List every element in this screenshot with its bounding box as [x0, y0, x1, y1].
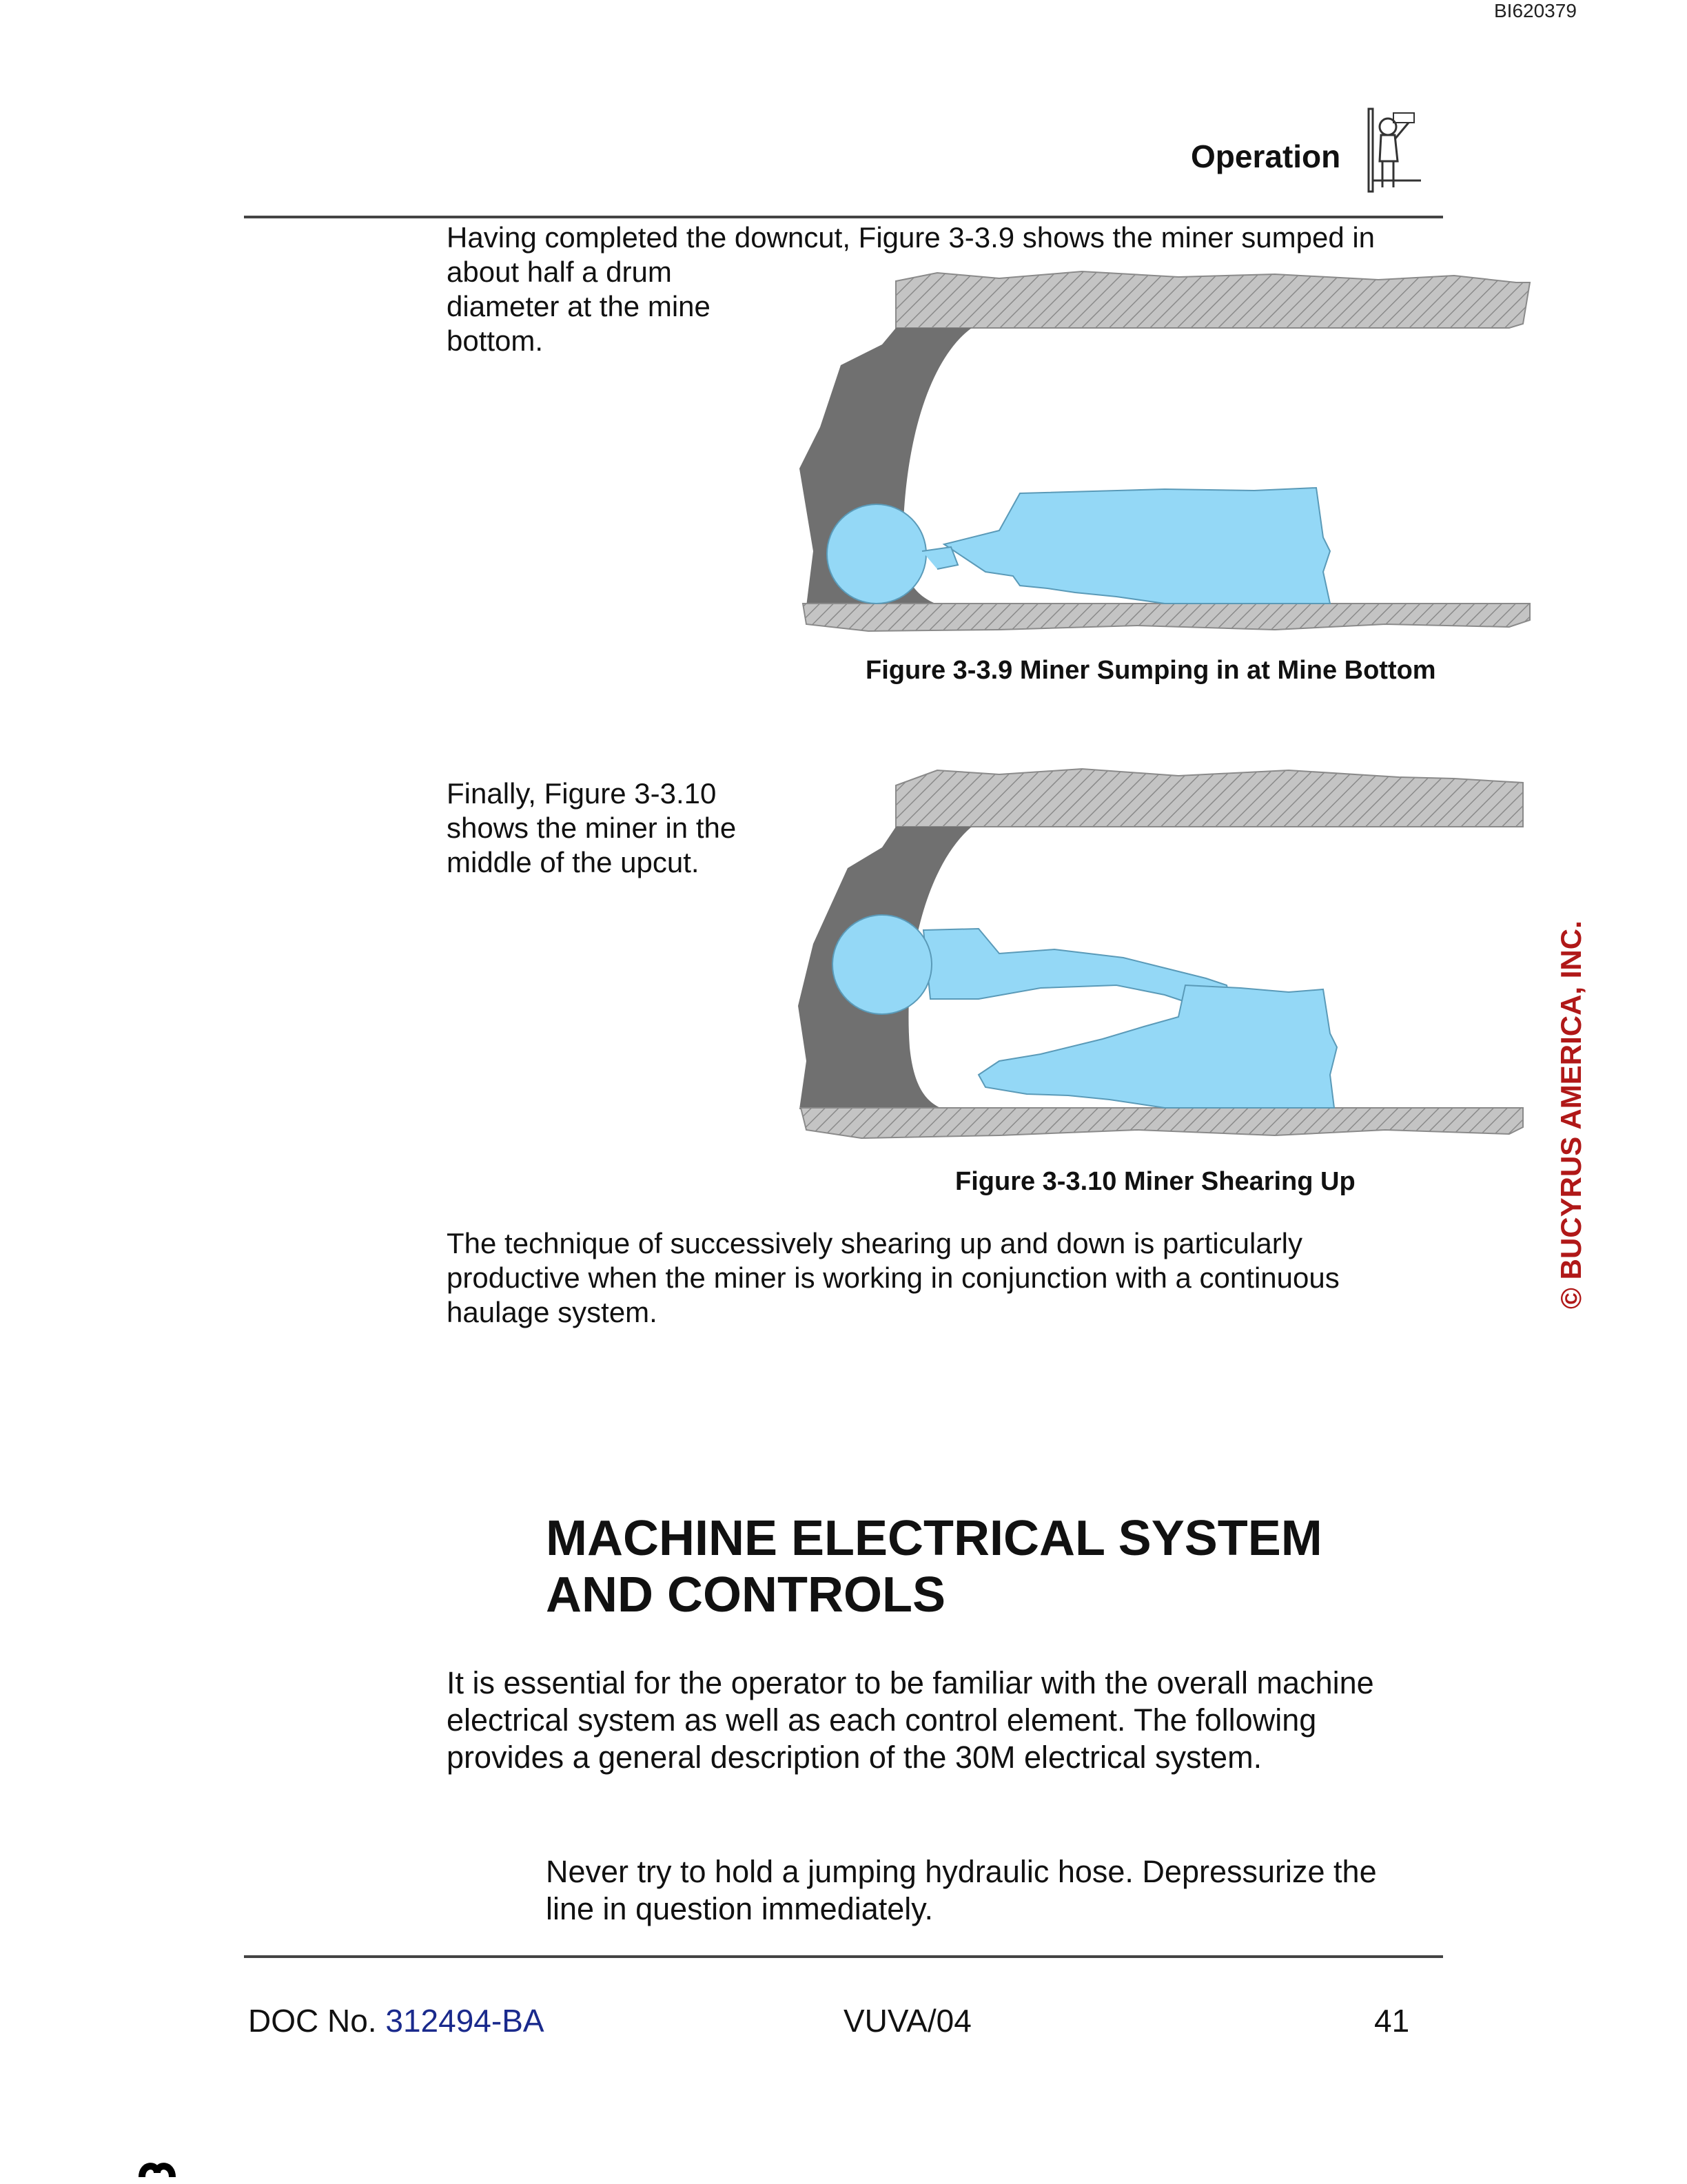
operator-at-control-panel-icon [1367, 106, 1422, 196]
paragraph-electrical-intro: It is essential for the operator to be familiar with the overall machine electrical system as well as each control element. The following provides a general description of the 30M electrical system. [447, 1665, 1374, 1775]
figure-miner-sumping [793, 262, 1537, 648]
footer-rule [244, 1955, 1443, 1958]
paragraph-downcut-line1: Having completed the downcut, Figure 3-3.9 shows the miner sumped in [447, 221, 1376, 254]
paragraph-downcut-cont: about half a drum diameter at the mine bottom. [447, 256, 710, 357]
warning-text: Never try to hold a jumping hydraulic hose. Depressurize the line in question immediately. [546, 1854, 1377, 1926]
paragraph-upcut: Finally, Figure 3-3.10 shows the miner in the middle of the upcut. [447, 777, 737, 878]
document-id: BI620379 [1494, 0, 1577, 21]
copyright-notice: © BUCYRUS AMERICA, INC. [1555, 920, 1587, 1309]
figure-caption-3-3-9: Figure 3-3.9 Miner Sumping in at Mine Bottom [866, 656, 1436, 685]
footer-doc-label: DOC No. [248, 2003, 377, 2039]
section-label: Operation [1191, 138, 1341, 174]
footer-page-number: 41 [1374, 2003, 1410, 2039]
figure-miner-shearing-up [793, 758, 1537, 1157]
footer-doc-number [248, 2002, 544, 2039]
footer-revision: VUVA/04 [844, 2003, 972, 2039]
figure-caption-3-3-10: Figure 3-3.10 Miner Shearing Up [955, 1167, 1356, 1196]
paragraph-technique: The technique of successively shearing up and down is particularly productive when the miner is working in conjunction with a continuous haulage system. [447, 1227, 1340, 1328]
footer-doc-number-value: 312494-BA [385, 2003, 544, 2039]
binding-mark-icon [136, 2156, 185, 2184]
header-rule [244, 216, 1443, 218]
section-heading: MACHINE ELECTRICAL SYSTEM AND CONTROLS [546, 1511, 1322, 1622]
